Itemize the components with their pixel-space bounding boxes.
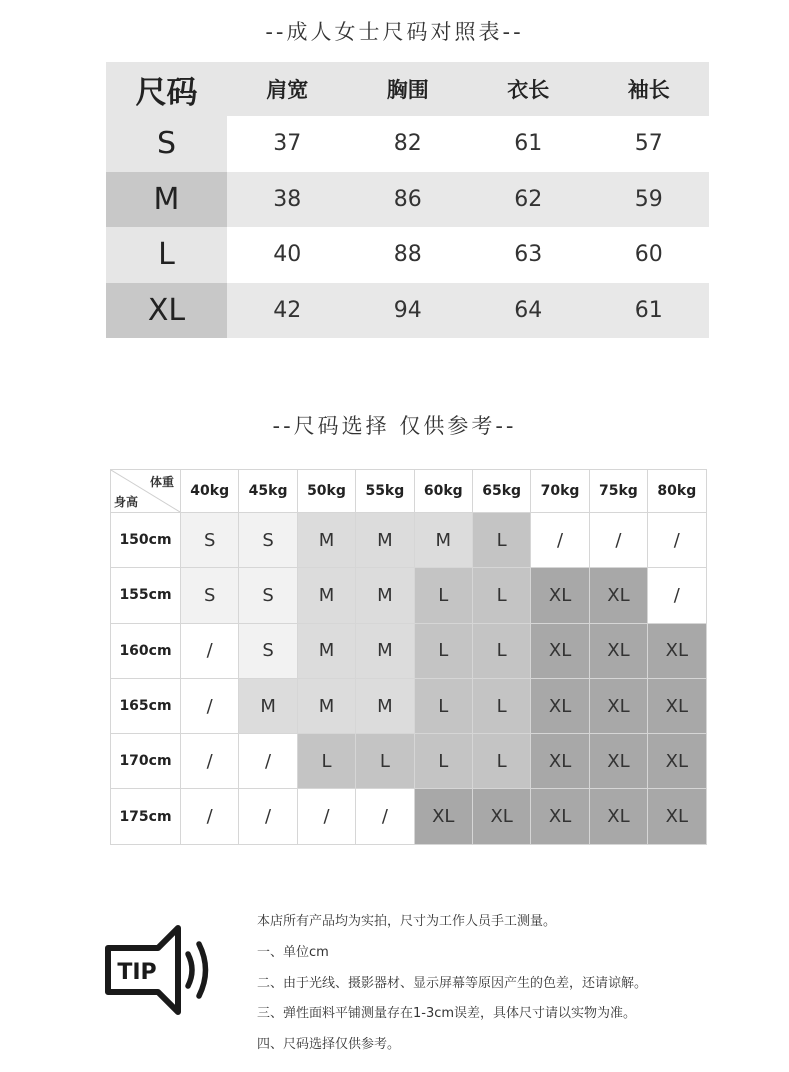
size-recommendation-cell: XL [648, 734, 706, 789]
size-recommendation-cell: XL [590, 568, 648, 623]
size-recommendation-cell: XL [590, 734, 648, 789]
size-chart-title: --成人女士尺码对照表-- [265, 20, 524, 44]
size-recommendation-cell: XL [648, 789, 706, 844]
size-recommendation-cell: XL [415, 789, 473, 844]
size-recommendation-grid [110, 469, 707, 845]
size-chart-header-row [106, 62, 709, 116]
size-recommendation-cell: / [298, 789, 356, 844]
weight-header: 40kg [181, 470, 239, 513]
speaker-icon [102, 920, 212, 1020]
chest-value: 86 [393, 186, 422, 212]
size-recommendation-cell: M [298, 568, 356, 623]
size-recommendation-cell: / [181, 679, 239, 734]
weight-header: 65kg [473, 470, 531, 513]
weight-header: 50kg [298, 470, 356, 513]
size-recommendation-cell: / [531, 513, 589, 568]
size-recommendation-cell: XL [531, 789, 589, 844]
size-recommendation-cell: L [473, 679, 531, 734]
size-recommendation-cell: M [356, 568, 414, 623]
note-line: 三、弹性面料平铺测量存在1-3cm误差，具体尺寸请以实物为准。 [257, 1006, 637, 1022]
size-recommendation-cell: M [298, 679, 356, 734]
size-recommendation-cell: XL [648, 624, 706, 679]
size-recommendation-cell: L [415, 734, 473, 789]
length-value: 63 [514, 242, 543, 268]
weight-header: 60kg [415, 470, 473, 513]
note-line: 一、单位cm [257, 944, 329, 960]
note-line: 二、由于光线、摄影器材、显示屏幕等原因产生的色差，还请谅解。 [257, 975, 648, 991]
size-recommendation-cell: M [239, 679, 297, 734]
size-recommendation-cell: L [473, 568, 531, 623]
size-recommendation-cell: / [181, 734, 239, 789]
shoulder-value: 42 [273, 297, 302, 323]
size-row-s [106, 116, 709, 172]
weight-header: 70kg [531, 470, 589, 513]
size-recommendation-cell: / [239, 734, 297, 789]
size-recommendation-cell: / [239, 789, 297, 844]
size-recommendation-cell: / [181, 789, 239, 844]
size-recommendation-cell: XL [531, 568, 589, 623]
shoulder-value: 37 [273, 131, 302, 157]
size-recommendation-cell: M [356, 513, 414, 568]
sleeve-value: 61 [634, 297, 663, 323]
height-axis-label: 身高 [114, 495, 139, 509]
size-recommendation-cell: / [648, 513, 706, 568]
size-recommendation-cell: S [181, 513, 239, 568]
size-recommendation-cell: M [298, 513, 356, 568]
sleeve-value: 57 [634, 131, 663, 157]
sleeve-header: 袖长 [627, 78, 670, 102]
note-line: 四、尺码选择仅供参考。 [257, 1037, 401, 1053]
size-chart-table [106, 62, 709, 338]
shoulder-header: 肩宽 [266, 78, 309, 102]
size-recommendation-cell: M [356, 679, 414, 734]
size-recommendation-cell: S [181, 568, 239, 623]
weight-header: 55kg [356, 470, 414, 513]
size-row-l [106, 227, 709, 283]
size-recommendation-cell: XL [590, 679, 648, 734]
sleeve-value: 60 [634, 242, 663, 268]
height-header: 150cm [111, 513, 181, 568]
weight-header: 75kg [590, 470, 648, 513]
size-recommendation-cell: XL [531, 679, 589, 734]
height-header: 160cm [111, 624, 181, 679]
size-recommendation-cell: / [356, 789, 414, 844]
size-label: L [106, 227, 227, 283]
size-recommendation-cell: XL [531, 624, 589, 679]
chest-value: 88 [393, 242, 422, 268]
size-recommendation-cell: M [356, 624, 414, 679]
size-label: S [106, 116, 227, 172]
size-recommendation-title: --尺码选择 仅供参考-- [272, 414, 517, 438]
size-recommendation-cell: / [648, 568, 706, 623]
height-header: 165cm [111, 679, 181, 734]
size-recommendation-cell: L [298, 734, 356, 789]
shoulder-value: 40 [273, 242, 302, 268]
size-recommendation-cell: M [298, 624, 356, 679]
grid-corner [111, 470, 181, 513]
size-recommendation-cell: / [590, 513, 648, 568]
weight-axis-label: 体重 [149, 475, 174, 489]
size-label: M [106, 172, 227, 228]
size-recommendation-cell: L [415, 624, 473, 679]
size-recommendation-cell: / [181, 624, 239, 679]
size-recommendation-cell: S [239, 568, 297, 623]
size-recommendation-cell: M [415, 513, 473, 568]
size-recommendation-cell: L [473, 513, 531, 568]
size-recommendation-cell: L [356, 734, 414, 789]
weight-header: 80kg [648, 470, 706, 513]
size-recommendation-cell: XL [648, 679, 706, 734]
notes-list [257, 911, 647, 1065]
size-recommendation-cell: S [239, 624, 297, 679]
tip-icon-label: TIP [117, 960, 157, 985]
length-value: 64 [514, 297, 543, 323]
size-recommendation-cell: XL [590, 624, 648, 679]
length-value: 61 [514, 131, 543, 157]
chest-header: 胸围 [386, 78, 429, 102]
size-row-xl [106, 283, 709, 339]
sleeve-value: 59 [634, 186, 663, 212]
height-header: 155cm [111, 568, 181, 623]
size-recommendation-cell: XL [531, 734, 589, 789]
height-header: 170cm [111, 734, 181, 789]
chest-value: 94 [393, 297, 422, 323]
size-row-m [106, 172, 709, 228]
chest-value: 82 [393, 131, 422, 157]
size-recommendation-cell: L [415, 568, 473, 623]
length-header: 衣长 [507, 78, 550, 102]
size-recommendation-cell: S [239, 513, 297, 568]
size-recommendation-cell: L [473, 624, 531, 679]
size-recommendation-cell: XL [473, 789, 531, 844]
note-line: 本店所有产品均为实拍，尺寸为工作人员手工测量。 [257, 914, 557, 929]
height-header: 175cm [111, 789, 181, 844]
size-recommendation-cell: L [473, 734, 531, 789]
length-value: 62 [514, 186, 543, 212]
size-column-header: 尺码 [135, 74, 198, 111]
weight-header: 45kg [239, 470, 297, 513]
size-label: XL [106, 283, 227, 339]
shoulder-value: 38 [273, 186, 302, 212]
size-recommendation-cell: XL [590, 789, 648, 844]
size-recommendation-cell: L [415, 679, 473, 734]
